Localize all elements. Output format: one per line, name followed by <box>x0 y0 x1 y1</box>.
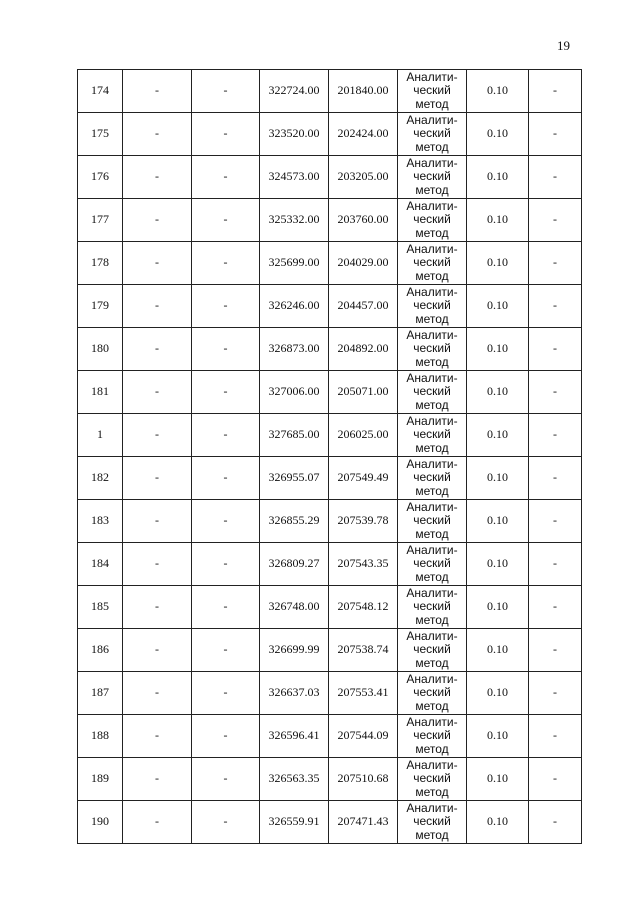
y-coordinate-cell: 207471.43 <box>329 801 398 844</box>
point-number-cell: 184 <box>78 543 123 586</box>
empty-cell: - <box>123 672 192 715</box>
method-text-line: Аналити- <box>406 757 458 772</box>
table-row <box>78 629 582 672</box>
empty-cell: - <box>123 113 192 156</box>
empty-cell: - <box>123 500 192 543</box>
empty-cell: - <box>529 715 582 758</box>
method-text-line: метод <box>415 268 449 283</box>
empty-cell: - <box>529 285 582 328</box>
empty-cell: - <box>192 758 260 801</box>
method-text-line: ческий <box>413 384 451 399</box>
accuracy-cell: 0.10 <box>467 543 529 586</box>
empty-cell: - <box>192 70 260 113</box>
y-coordinate-cell: 207544.09 <box>329 715 398 758</box>
empty-cell: - <box>192 586 260 629</box>
empty-cell: - <box>192 629 260 672</box>
x-coordinate-cell: 326637.03 <box>260 672 329 715</box>
method-text-line: метод <box>415 784 449 799</box>
table-row <box>78 457 582 500</box>
empty-cell: - <box>529 586 582 629</box>
x-coordinate-cell: 326246.00 <box>260 285 329 328</box>
empty-cell: - <box>529 156 582 199</box>
empty-cell: - <box>192 457 260 500</box>
y-coordinate-cell: 207510.68 <box>329 758 398 801</box>
accuracy-cell: 0.10 <box>467 199 529 242</box>
method-text-line: ческий <box>413 169 451 184</box>
method-cell <box>398 629 467 672</box>
method-cell <box>398 70 467 113</box>
table-row <box>78 242 582 285</box>
method-text-line: ческий <box>413 470 451 485</box>
point-number-cell: 186 <box>78 629 123 672</box>
y-coordinate-cell: 203760.00 <box>329 199 398 242</box>
y-coordinate-cell: 204457.00 <box>329 285 398 328</box>
empty-cell: - <box>123 543 192 586</box>
method-text-line: Аналити- <box>406 413 458 428</box>
empty-cell: - <box>529 371 582 414</box>
method-text-line: ческий <box>413 427 451 442</box>
method-cell <box>398 801 467 844</box>
accuracy-cell: 0.10 <box>467 113 529 156</box>
y-coordinate-cell: 207538.74 <box>329 629 398 672</box>
empty-cell: - <box>529 242 582 285</box>
table-body <box>78 70 582 844</box>
x-coordinate-cell: 323520.00 <box>260 113 329 156</box>
y-coordinate-cell: 207543.35 <box>329 543 398 586</box>
method-text-line: ческий <box>413 212 451 227</box>
method-cell <box>398 543 467 586</box>
method-cell <box>398 285 467 328</box>
method-text-line: ческий <box>413 814 451 829</box>
accuracy-cell: 0.10 <box>467 371 529 414</box>
table-row <box>78 801 582 844</box>
method-cell <box>398 758 467 801</box>
empty-cell: - <box>123 70 192 113</box>
method-text-line: Аналити- <box>406 456 458 471</box>
method-text-line: ческий <box>413 556 451 571</box>
x-coordinate-cell: 325699.00 <box>260 242 329 285</box>
method-text-line: Аналити- <box>406 69 458 84</box>
accuracy-cell: 0.10 <box>467 457 529 500</box>
table-row <box>78 70 582 113</box>
method-text-line: метод <box>415 182 449 197</box>
point-number-cell: 189 <box>78 758 123 801</box>
accuracy-cell: 0.10 <box>467 242 529 285</box>
page-number: 19 <box>557 38 570 53</box>
method-cell <box>398 242 467 285</box>
method-text-line: Аналити- <box>406 370 458 385</box>
method-text-line: ческий <box>413 83 451 98</box>
empty-cell: - <box>123 715 192 758</box>
method-text-line: Аналити- <box>406 499 458 514</box>
method-text-line: Аналити- <box>406 112 458 127</box>
table-row <box>78 371 582 414</box>
point-number-cell: 187 <box>78 672 123 715</box>
empty-cell: - <box>192 113 260 156</box>
method-text-line: метод <box>415 354 449 369</box>
coordinates-table <box>77 69 582 844</box>
empty-cell: - <box>123 285 192 328</box>
x-coordinate-cell: 326855.29 <box>260 500 329 543</box>
y-coordinate-cell: 202424.00 <box>329 113 398 156</box>
method-text-line: ческий <box>413 341 451 356</box>
method-text-line: ческий <box>413 298 451 313</box>
empty-cell: - <box>123 199 192 242</box>
empty-cell: - <box>529 672 582 715</box>
empty-cell: - <box>192 371 260 414</box>
x-coordinate-cell: 327006.00 <box>260 371 329 414</box>
empty-cell: - <box>123 414 192 457</box>
point-number-cell: 188 <box>78 715 123 758</box>
y-coordinate-cell: 204029.00 <box>329 242 398 285</box>
empty-cell: - <box>192 242 260 285</box>
method-text-line: ческий <box>413 126 451 141</box>
empty-cell: - <box>123 629 192 672</box>
method-text-line: ческий <box>413 771 451 786</box>
empty-cell: - <box>529 801 582 844</box>
accuracy-cell: 0.10 <box>467 156 529 199</box>
x-coordinate-cell: 326873.00 <box>260 328 329 371</box>
method-cell <box>398 715 467 758</box>
table-row <box>78 758 582 801</box>
method-text-line: Аналити- <box>406 241 458 256</box>
y-coordinate-cell: 207539.78 <box>329 500 398 543</box>
empty-cell: - <box>529 199 582 242</box>
accuracy-cell: 0.10 <box>467 586 529 629</box>
method-cell <box>398 328 467 371</box>
method-cell <box>398 371 467 414</box>
method-text-line: ческий <box>413 685 451 700</box>
method-text-line: метод <box>415 397 449 412</box>
method-text-line: метод <box>415 139 449 154</box>
y-coordinate-cell: 203205.00 <box>329 156 398 199</box>
method-text-line: Аналити- <box>406 542 458 557</box>
y-coordinate-cell: 207553.41 <box>329 672 398 715</box>
table-row <box>78 156 582 199</box>
empty-cell: - <box>192 500 260 543</box>
table-row <box>78 715 582 758</box>
point-number-cell: 174 <box>78 70 123 113</box>
accuracy-cell: 0.10 <box>467 801 529 844</box>
empty-cell: - <box>529 70 582 113</box>
method-text-line: метод <box>415 569 449 584</box>
table-row <box>78 672 582 715</box>
method-text-line: метод <box>415 827 449 842</box>
empty-cell: - <box>192 801 260 844</box>
method-cell <box>398 672 467 715</box>
table-row <box>78 328 582 371</box>
x-coordinate-cell: 326809.27 <box>260 543 329 586</box>
table-row <box>78 113 582 156</box>
x-coordinate-cell: 324573.00 <box>260 156 329 199</box>
method-text-line: Аналити- <box>406 198 458 213</box>
method-cell <box>398 457 467 500</box>
empty-cell: - <box>192 156 260 199</box>
empty-cell: - <box>123 801 192 844</box>
method-text-line: метод <box>415 225 449 240</box>
method-text-line: Аналити- <box>406 327 458 342</box>
accuracy-cell: 0.10 <box>467 715 529 758</box>
point-number-cell: 178 <box>78 242 123 285</box>
table-row <box>78 586 582 629</box>
empty-cell: - <box>123 586 192 629</box>
x-coordinate-cell: 327685.00 <box>260 414 329 457</box>
method-text-line: ческий <box>413 642 451 657</box>
method-text-line: ческий <box>413 599 451 614</box>
point-number-cell: 181 <box>78 371 123 414</box>
method-text-line: метод <box>415 526 449 541</box>
x-coordinate-cell: 325332.00 <box>260 199 329 242</box>
point-number-cell: 182 <box>78 457 123 500</box>
point-number-cell: 177 <box>78 199 123 242</box>
method-text-line: Аналити- <box>406 585 458 600</box>
method-cell <box>398 500 467 543</box>
empty-cell: - <box>529 629 582 672</box>
point-number-cell: 180 <box>78 328 123 371</box>
table-row <box>78 500 582 543</box>
method-text-line: ческий <box>413 255 451 270</box>
point-number-cell: 183 <box>78 500 123 543</box>
table-row <box>78 543 582 586</box>
empty-cell: - <box>192 543 260 586</box>
accuracy-cell: 0.10 <box>467 414 529 457</box>
y-coordinate-cell: 207548.12 <box>329 586 398 629</box>
method-text-line: метод <box>415 483 449 498</box>
method-text-line: Аналити- <box>406 284 458 299</box>
method-text-line: Аналити- <box>406 714 458 729</box>
method-text-line: метод <box>415 440 449 455</box>
method-text-line: Аналити- <box>406 671 458 686</box>
method-text-line: Аналити- <box>406 155 458 170</box>
accuracy-cell: 0.10 <box>467 328 529 371</box>
accuracy-cell: 0.10 <box>467 285 529 328</box>
accuracy-cell: 0.10 <box>467 629 529 672</box>
accuracy-cell: 0.10 <box>467 758 529 801</box>
x-coordinate-cell: 326563.35 <box>260 758 329 801</box>
empty-cell: - <box>123 156 192 199</box>
method-text-line: Аналити- <box>406 628 458 643</box>
empty-cell: - <box>192 715 260 758</box>
method-cell <box>398 113 467 156</box>
method-cell <box>398 414 467 457</box>
y-coordinate-cell: 205071.00 <box>329 371 398 414</box>
method-text-line: метод <box>415 612 449 627</box>
x-coordinate-cell: 326559.91 <box>260 801 329 844</box>
method-text-line: метод <box>415 311 449 326</box>
empty-cell: - <box>123 328 192 371</box>
method-cell <box>398 199 467 242</box>
empty-cell: - <box>529 328 582 371</box>
x-coordinate-cell: 326596.41 <box>260 715 329 758</box>
empty-cell: - <box>529 500 582 543</box>
empty-cell: - <box>192 328 260 371</box>
accuracy-cell: 0.10 <box>467 500 529 543</box>
empty-cell: - <box>123 371 192 414</box>
point-number-cell: 176 <box>78 156 123 199</box>
method-cell <box>398 586 467 629</box>
method-text-line: метод <box>415 741 449 756</box>
table-row <box>78 414 582 457</box>
accuracy-cell: 0.10 <box>467 70 529 113</box>
accuracy-cell: 0.10 <box>467 672 529 715</box>
empty-cell: - <box>192 199 260 242</box>
x-coordinate-cell: 326748.00 <box>260 586 329 629</box>
point-number-cell: 1 <box>78 414 123 457</box>
empty-cell: - <box>529 113 582 156</box>
y-coordinate-cell: 207549.49 <box>329 457 398 500</box>
empty-cell: - <box>529 543 582 586</box>
empty-cell: - <box>529 414 582 457</box>
point-number-cell: 185 <box>78 586 123 629</box>
x-coordinate-cell: 326699.99 <box>260 629 329 672</box>
empty-cell: - <box>123 457 192 500</box>
method-text-line: ческий <box>413 513 451 528</box>
table-row <box>78 199 582 242</box>
y-coordinate-cell: 204892.00 <box>329 328 398 371</box>
empty-cell: - <box>192 414 260 457</box>
x-coordinate-cell: 326955.07 <box>260 457 329 500</box>
method-text-line: метод <box>415 655 449 670</box>
method-text-line: метод <box>415 698 449 713</box>
method-cell <box>398 156 467 199</box>
empty-cell: - <box>192 672 260 715</box>
table-row <box>78 285 582 328</box>
point-number-cell: 190 <box>78 801 123 844</box>
point-number-cell: 179 <box>78 285 123 328</box>
empty-cell: - <box>123 242 192 285</box>
y-coordinate-cell: 201840.00 <box>329 70 398 113</box>
empty-cell: - <box>529 758 582 801</box>
empty-cell: - <box>123 758 192 801</box>
point-number-cell: 175 <box>78 113 123 156</box>
y-coordinate-cell: 206025.00 <box>329 414 398 457</box>
method-text-line: ческий <box>413 728 451 743</box>
x-coordinate-cell: 322724.00 <box>260 70 329 113</box>
empty-cell: - <box>529 457 582 500</box>
method-text-line: метод <box>415 96 449 111</box>
empty-cell: - <box>192 285 260 328</box>
method-text-line: Аналити- <box>406 800 458 815</box>
